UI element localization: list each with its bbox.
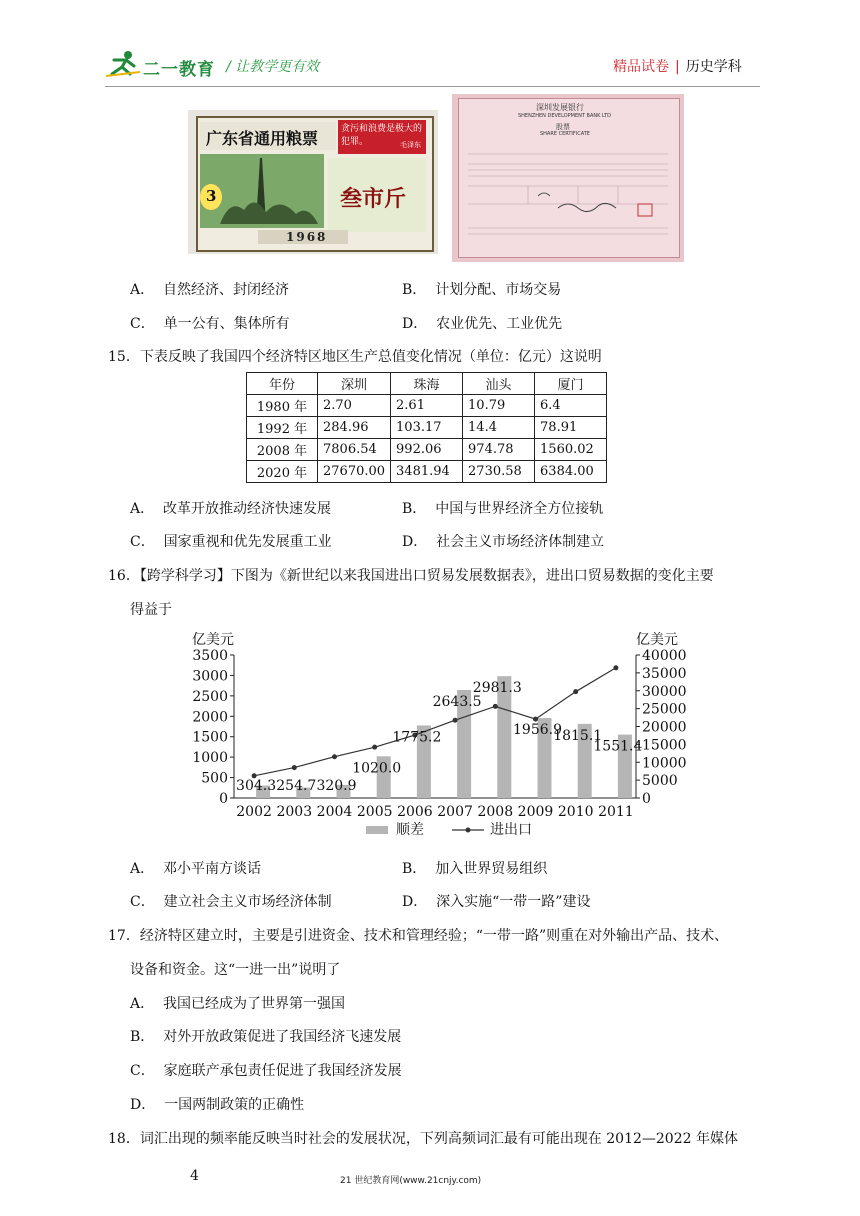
option-letter: C． [130, 316, 155, 332]
table-cell: 10.79 [463, 395, 535, 417]
bar-value-label: 320.9 [316, 778, 357, 794]
option-text: 家庭联产承包责任促进了我国经济发展 [163, 1063, 402, 1079]
option-letter: C． [130, 894, 155, 910]
table-row [247, 461, 607, 483]
q15-option-a [130, 498, 331, 518]
trade-chart [180, 628, 700, 846]
option-text: 计划分配、市场交易 [435, 282, 562, 298]
right-axis-label: 亿美元 [636, 632, 678, 648]
option-letter: D． [130, 1097, 156, 1113]
share-certificate-image [452, 94, 684, 262]
q16-option-a [130, 858, 261, 878]
option-letter: A． [130, 501, 155, 517]
option-letter: D． [402, 534, 428, 550]
grain-ticket-title: 广东省通用粮票 [206, 129, 319, 148]
table-header-row [247, 373, 607, 395]
q17-stem-line1: 17．经济特区建立时，主要是引进资金、技术和管理经验；“一带一路”则重在对外输出产品、技术、 [108, 928, 729, 944]
logo-text: 二一教育 [143, 60, 215, 80]
table-row [247, 395, 607, 417]
share-certificate-bank: 深圳发展银行 [536, 103, 584, 112]
table-cell: 103.17 [391, 417, 463, 439]
line-point [372, 745, 377, 750]
header-rule [105, 86, 760, 87]
share-certificate-title: 股票 [556, 123, 570, 131]
table-header: 珠海 [391, 373, 463, 395]
q18-stem-line1: 18．词汇出现的频率能反映当时社会的发展状况，下列高频词汇最有可能出现在 2012—2022 年媒体 [108, 1131, 738, 1147]
option-text: 深入实施“一带一路”建设 [436, 894, 591, 910]
table-cell: 2730.58 [463, 461, 535, 483]
bar-value-label: 304.3 [236, 778, 277, 794]
left-tick-label: 1500 [192, 729, 228, 746]
grain-ticket-amount: 叁市斤 [340, 187, 407, 212]
table-header: 深圳 [318, 373, 391, 395]
bar-value-label: 254.7 [276, 778, 317, 794]
option-letter: C． [130, 534, 155, 550]
right-tick-label: 5000 [642, 773, 678, 790]
x-tick-label: 2003 [276, 804, 313, 820]
header-separator: | [675, 59, 680, 75]
option-letter: A． [130, 282, 155, 298]
certificate-form-lines [468, 142, 668, 242]
bar-value-label: 2981.3 [472, 680, 522, 697]
x-tick-label: 2009 [517, 804, 554, 820]
line-point [493, 704, 498, 709]
option-letter: B． [130, 1029, 155, 1045]
share-certificate-bank-en: SHENZHEN DEVELOPMENT BANK LTD [518, 113, 611, 119]
table-cell: 27670.00 [318, 461, 391, 483]
table-cell: 1560.02 [535, 439, 607, 461]
x-tick-label: 2006 [397, 804, 433, 820]
q17-option-a [130, 993, 345, 1013]
q16-stem-line1: 16．【跨学科学习】下图为《新世纪以来我国进出口贸易发展数据表》，进出口贸易数据的变化主要 [108, 568, 714, 584]
legend-line-label: 进出口 [490, 822, 532, 838]
header [0, 0, 860, 90]
right-tick-label: 15000 [642, 737, 687, 754]
option-text: 邓小平南方谈话 [163, 861, 262, 877]
option-text: 社会主义市场经济体制建立 [436, 534, 605, 550]
x-tick-label: 2007 [437, 804, 473, 820]
q15-stem: 15．下表反映了我国四个经济特区地区生产总值变化情况（单位：亿元）这说明 [108, 349, 602, 365]
option-text: 对外开放政策促进了我国经济飞速发展 [163, 1029, 402, 1045]
table-cell: 6.4 [535, 395, 607, 417]
x-tick-label: 2002 [236, 804, 272, 820]
bar-value-label: 1020.0 [352, 760, 402, 777]
q14-option-a [130, 279, 289, 299]
q14-option-c [130, 313, 290, 333]
line-point [292, 765, 297, 770]
left-tick-label: 500 [201, 770, 228, 787]
q16-option-c [130, 891, 332, 911]
q15-option-d [402, 531, 604, 551]
grain-ticket-image [188, 110, 438, 254]
table-row [247, 439, 607, 461]
right-tick-label: 25000 [642, 701, 687, 718]
option-text: 中国与世界经济全方位接轨 [435, 501, 604, 517]
header-label-subject: 历史学科 [685, 59, 742, 75]
legend-bar-label: 顺差 [396, 822, 424, 838]
grain-ticket-quote: 贪污和浪费是极大的犯罪。 [341, 124, 423, 147]
table-cell: 2020 年 [247, 461, 318, 483]
header-label-premium: 精品试卷 [613, 59, 669, 75]
right-tick-label: 35000 [642, 665, 687, 682]
bar-value-label: 1551.4 [593, 738, 643, 755]
left-tick-label: 3000 [192, 668, 228, 685]
line-point [453, 718, 458, 723]
option-text: 一国两制政策的正确性 [164, 1097, 305, 1113]
page-number: 4 [190, 1168, 199, 1184]
q17-stem-line2: 设备和资金。这“一进一出”说明了 [130, 962, 341, 978]
left-tick-label: 2000 [192, 709, 228, 726]
option-letter: D． [402, 316, 428, 332]
left-tick-label: 0 [219, 791, 228, 807]
right-tick-label: 30000 [642, 683, 687, 700]
left-tick-label: 2500 [192, 688, 228, 705]
runner-logo-icon [106, 50, 140, 78]
option-text: 单一公有、集体所有 [163, 316, 290, 332]
left-tick-label: 3500 [192, 648, 228, 664]
table-header: 汕头 [463, 373, 535, 395]
bar-value-label: 2643.5 [432, 693, 482, 710]
line-point [533, 717, 538, 722]
legend-bar-swatch [366, 826, 388, 834]
q17-option-b [130, 1026, 401, 1046]
option-letter: B． [402, 501, 427, 517]
table-cell: 1980 年 [247, 395, 318, 417]
table-cell: 78.91 [535, 417, 607, 439]
table-cell: 6384.00 [535, 461, 607, 483]
table-cell: 992.06 [391, 439, 463, 461]
table-cell: 14.4 [463, 417, 535, 439]
line-point [332, 754, 337, 759]
x-tick-label: 2004 [316, 804, 353, 820]
share-certificate-title-en: SHARE CERTIFICATE [540, 131, 590, 137]
q16-option-d [402, 891, 590, 911]
legend-line-point [466, 828, 471, 833]
table-row [247, 417, 607, 439]
table-cell: 974.78 [463, 439, 535, 461]
line-point [573, 689, 578, 694]
option-text: 建立社会主义市场经济体制 [163, 894, 332, 910]
q16-stem-line2: 得益于 [130, 602, 172, 618]
q14-option-b [402, 279, 561, 299]
x-tick-label: 2008 [477, 804, 514, 820]
grain-ticket-number: 3 [206, 187, 217, 205]
option-letter: D． [402, 894, 428, 910]
bar-value-label: 1775.2 [392, 729, 442, 746]
x-tick-label: 2005 [356, 804, 393, 820]
q15-option-c [130, 531, 332, 551]
left-axis-label: 亿美元 [192, 632, 234, 648]
right-tick-label: 10000 [642, 755, 687, 772]
q16-option-b [402, 858, 547, 878]
q14-option-d [402, 313, 562, 333]
option-text: 自然经济、封闭经济 [163, 282, 290, 298]
option-text: 国家重视和优先发展重工业 [163, 534, 332, 550]
x-tick-label: 2010 [557, 804, 594, 820]
q15-option-b [402, 498, 603, 518]
option-text: 加入世界贸易组织 [435, 861, 548, 877]
table-cell: 2.70 [318, 395, 391, 417]
right-tick-label: 40000 [642, 648, 687, 664]
table-cell: 1992 年 [247, 417, 318, 439]
bar-value-label: 1815.1 [553, 727, 603, 744]
header-slogan: / 让教学更有效 [226, 59, 320, 75]
option-letter: A． [130, 996, 155, 1012]
option-letter: A． [130, 861, 155, 877]
x-tick-label: 2011 [598, 804, 634, 820]
table-header: 厦门 [535, 373, 607, 395]
footer-site: 21 世纪教育网(www.21cnjy.com) [340, 1176, 482, 1186]
left-tick-label: 1000 [192, 750, 228, 767]
bar-value-label: 1956.9 [513, 722, 562, 739]
option-text: 农业优先、工业优先 [436, 316, 563, 332]
right-tick-label: 20000 [642, 719, 687, 736]
q17-option-c [130, 1060, 402, 1080]
grain-ticket-year: 1968 [286, 230, 328, 244]
table-cell: 3481.94 [391, 461, 463, 483]
table-header: 年份 [247, 373, 318, 395]
right-tick-label: 0 [642, 791, 651, 807]
q17-option-d [130, 1094, 304, 1114]
option-letter: B． [402, 861, 427, 877]
grain-ticket-quote-author: 毛泽东 [400, 141, 421, 149]
option-text: 我国已经成为了世界第一强国 [163, 996, 346, 1012]
header-subject [613, 56, 742, 76]
option-text: 改革开放推动经济快速发展 [163, 501, 332, 517]
table-cell: 2008 年 [247, 439, 318, 461]
table-cell: 284.96 [318, 417, 391, 439]
q15-table [246, 372, 607, 483]
option-letter: B． [402, 282, 427, 298]
table-cell: 7806.54 [318, 439, 391, 461]
table-cell: 2.61 [391, 395, 463, 417]
option-letter: C． [130, 1063, 155, 1079]
line-point [613, 665, 618, 670]
